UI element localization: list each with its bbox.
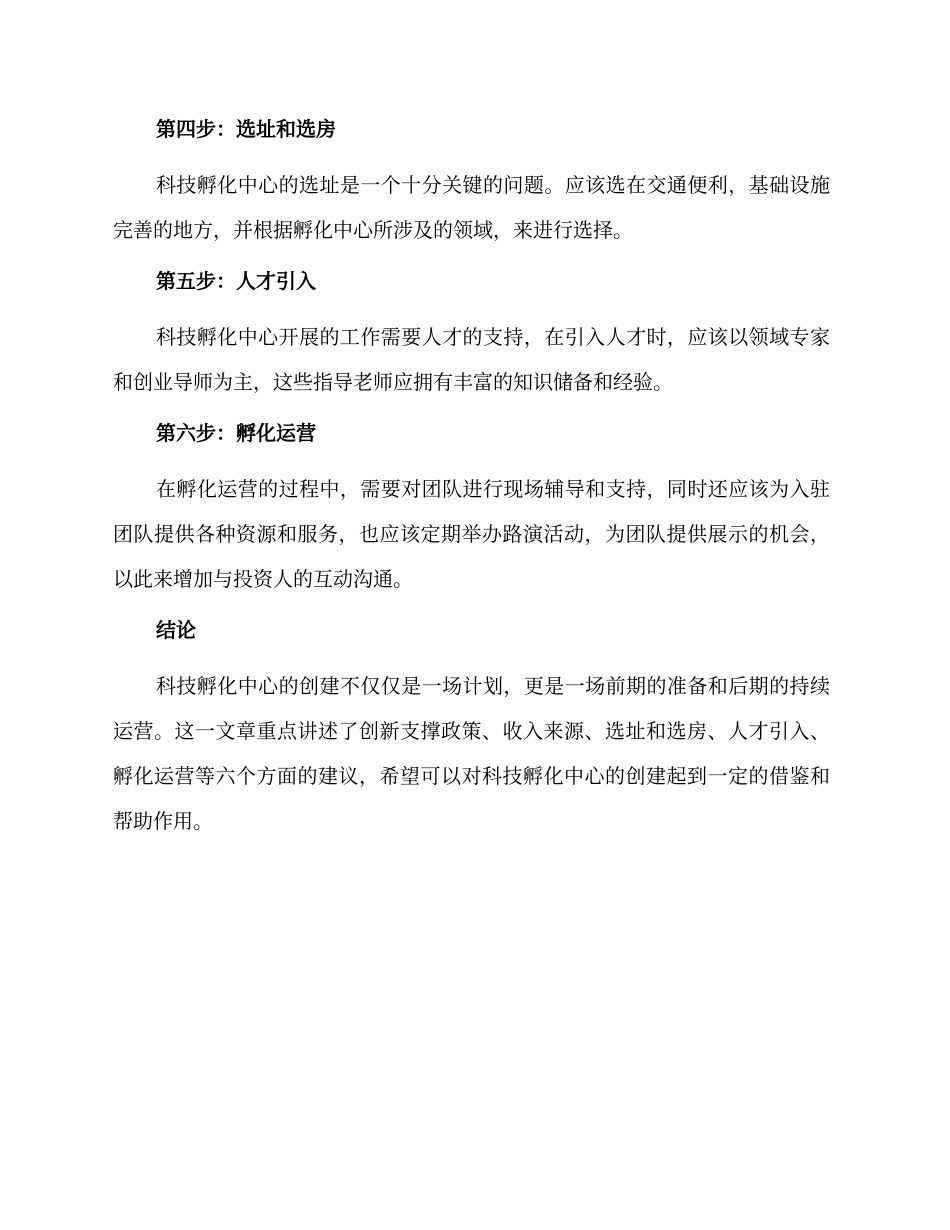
section-paragraph-conclusion: 科技孵化中心的创建不仅仅是一场计划，更是一场前期的准备和后期的持续运营。这一文章重点讲述了创新支撑政策、收入来源、选址和选房、人才引入、孵化运营等六个方面的建议，希望可以对科技孵化中心的创建起到一定的借鉴和帮助作用。: [113, 674, 830, 833]
document-body: [113, 112, 830, 855]
section-paragraph-step6: 在孵化运营的过程中，需要对团队进行现场辅导和支持，同时还应该为入驻团队提供各种资源和服务，也应该定期举办路演活动，为团队提供展示的机会，以此来增加与投资人的互动沟通。: [113, 477, 830, 591]
section-heading-step4: 第四步：选址和选房: [156, 117, 336, 141]
section-paragraph-step5: 科技孵化中心开展的工作需要人才的支持，在引入人才时，应该以领域专家和创业导师为主，这些指导老师应拥有丰富的知识储备和经验。: [113, 325, 830, 394]
section-heading-conclusion: 结论: [156, 618, 196, 642]
section-paragraph-step4: 科技孵化中心的选址是一个十分关键的问题。应该选在交通便利，基础设施完善的地方，并根据孵化中心所涉及的领域，来进行选择。: [113, 173, 830, 242]
section-heading-step6: 第六步：孵化运营: [156, 421, 316, 445]
section-heading-step5: 第五步：人才引入: [156, 269, 316, 293]
